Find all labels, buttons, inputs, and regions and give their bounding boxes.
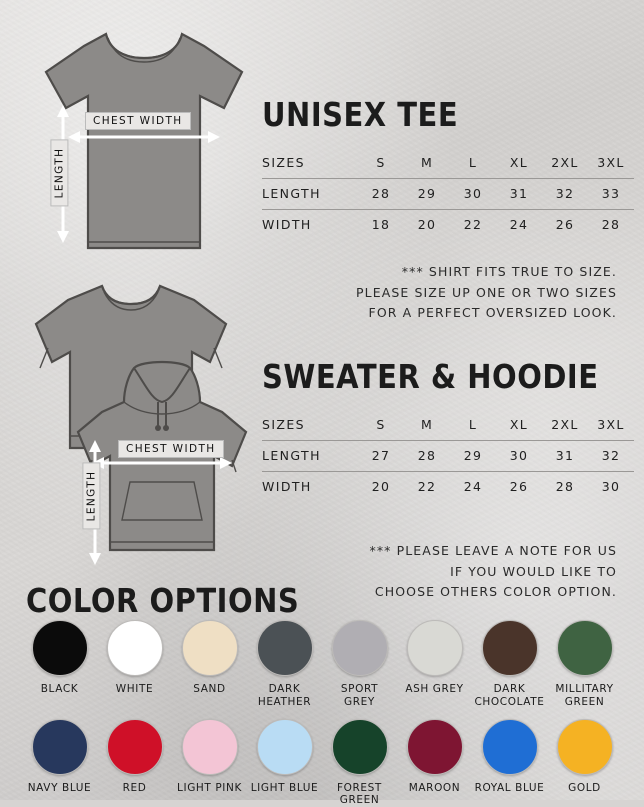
col-2xl: 2XL: [551, 155, 579, 170]
swatch-label: FOREST GREEN: [337, 781, 382, 807]
cell-width-2xl: 28: [555, 479, 575, 494]
swatch-dot: [407, 719, 463, 775]
col-2xl: 2XL: [551, 417, 579, 432]
color-swatch-black[interactable]: [22, 620, 97, 709]
swatch-label: LIGHT PINK: [177, 781, 242, 794]
swatch-dot: [482, 719, 538, 775]
color-swatch-dark-heather[interactable]: [247, 620, 322, 709]
fit-note-line-3: FOR A PERFECT OVERSIZED LOOK.: [368, 305, 617, 321]
swatch-label: SAND: [193, 683, 226, 695]
cell-length-s: 27: [371, 448, 391, 463]
swatch-dot: [107, 620, 163, 676]
color-swatch-navy-blue[interactable]: [22, 719, 97, 807]
unisex-tee-table: [262, 148, 634, 240]
cell-width-l: 24: [463, 479, 483, 494]
tee-length-label: LENGTH: [50, 140, 68, 207]
table-row: [262, 179, 634, 210]
sweater-hoodie-title: SWEATER & HOODIE: [262, 357, 599, 396]
color-swatch-red[interactable]: [97, 719, 172, 807]
color-swatch-grid: [22, 620, 622, 807]
color-swatch-ash-grey[interactable]: [397, 620, 472, 709]
unisex-tee-section: [262, 95, 634, 240]
swatch-label: GOLD: [568, 781, 601, 794]
unisex-tee-title: UNISEX TEE: [262, 95, 459, 134]
color-swatch-gold[interactable]: [547, 719, 622, 807]
color-swatch-light-blue[interactable]: [247, 719, 322, 807]
swatch-dot: [257, 719, 313, 775]
col-sizes: SIZES: [262, 417, 306, 432]
custom-note-line-2: IF YOU WOULD LIKE TO: [450, 563, 617, 579]
fit-note-line-2: PLEASE SIZE UP ONE OR TWO SIZES: [356, 284, 617, 300]
row-label-length: LENGTH: [262, 448, 321, 463]
col-3xl: 3XL: [597, 417, 625, 432]
col-xl: XL: [509, 417, 529, 432]
tee-chest-width-label: CHEST WIDTH: [85, 112, 191, 130]
hoodie-chest-width-label: CHEST WIDTH: [118, 440, 224, 458]
swatch-dot: [407, 620, 463, 676]
custom-color-note: [322, 541, 617, 603]
cell-length-3xl: 32: [601, 448, 621, 463]
col-l: L: [468, 155, 478, 170]
swatch-label: ROYAL BLUE: [474, 781, 545, 794]
swatch-dot: [557, 719, 613, 775]
swatch-label: ASH GREY: [405, 683, 464, 695]
cell-length-l: 30: [463, 186, 483, 201]
swatch-dot: [182, 719, 238, 775]
swatch-label: RED: [122, 781, 147, 794]
swatch-label: WHITE: [115, 683, 154, 695]
swatch-label: MAROON: [408, 781, 461, 794]
cell-length-l: 29: [463, 448, 483, 463]
swatch-dot: [557, 620, 613, 676]
col-l: L: [468, 417, 478, 432]
col-sizes: SIZES: [262, 155, 306, 170]
cell-length-m: 29: [417, 186, 437, 201]
color-swatch-sport-grey[interactable]: [322, 620, 397, 709]
swatch-dot: [32, 620, 88, 676]
color-swatch-royal-blue[interactable]: [472, 719, 547, 807]
cell-width-3xl: 30: [601, 479, 621, 494]
table-row: [262, 210, 634, 241]
table-header-row: [262, 410, 634, 440]
col-m: M: [420, 417, 434, 432]
swatch-dot: [332, 719, 388, 775]
cell-width-2xl: 26: [555, 217, 575, 232]
row-label-width: WIDTH: [262, 217, 312, 232]
cell-width-xl: 24: [509, 217, 529, 232]
fit-note-line-1: *** SHIRT FITS TRUE TO SIZE.: [401, 264, 617, 279]
custom-note-line-1: *** PLEASE LEAVE A NOTE FOR US: [369, 543, 617, 558]
swatch-dot: [182, 620, 238, 676]
swatch-dot: [332, 620, 388, 676]
swatch-label: DARK CHOCOLATE: [474, 683, 545, 708]
cell-length-xl: 31: [509, 186, 529, 201]
cell-width-s: 18: [371, 217, 391, 232]
fit-note: [322, 262, 617, 324]
cell-length-s: 28: [371, 186, 391, 201]
swatch-label: LIGHT BLUE: [250, 781, 319, 794]
color-swatch-forest-green[interactable]: [322, 719, 397, 807]
row-label-width: WIDTH: [262, 479, 312, 494]
swatch-dot: [257, 620, 313, 676]
col-s: S: [376, 417, 386, 432]
cell-width-m: 20: [417, 217, 437, 232]
cell-width-xl: 26: [509, 479, 529, 494]
col-s: S: [376, 155, 386, 170]
color-swatch-sand[interactable]: [172, 620, 247, 709]
cell-length-m: 28: [417, 448, 437, 463]
color-swatch-maroon[interactable]: [397, 719, 472, 807]
cell-width-s: 20: [371, 479, 391, 494]
swatch-dot: [32, 719, 88, 775]
col-3xl: 3XL: [597, 155, 625, 170]
hoodie-length-label: LENGTH: [82, 463, 100, 530]
cell-length-xl: 30: [509, 448, 529, 463]
swatch-label: DARK HEATHER: [257, 683, 312, 708]
sweater-hoodie-table: [262, 410, 634, 502]
table-header-row: [262, 148, 634, 178]
cell-width-l: 22: [463, 217, 483, 232]
swatch-label: NAVY BLUE: [27, 781, 92, 794]
sweater-hoodie-section: [262, 357, 634, 502]
table-row: [262, 441, 634, 472]
color-options-title: COLOR OPTIONS: [26, 581, 300, 620]
color-swatch-millitary-green[interactable]: [547, 620, 622, 709]
cell-length-2xl: 31: [555, 448, 575, 463]
swatch-label: SPORT GREY: [340, 683, 379, 708]
color-swatch-dark-chocolate[interactable]: [472, 620, 547, 709]
cell-length-3xl: 33: [601, 186, 621, 201]
color-swatch-light-pink[interactable]: [172, 719, 247, 807]
swatch-dot: [482, 620, 538, 676]
cell-width-3xl: 28: [601, 217, 621, 232]
col-m: M: [420, 155, 434, 170]
row-label-length: LENGTH: [262, 186, 321, 201]
cell-width-m: 22: [417, 479, 437, 494]
col-xl: XL: [509, 155, 529, 170]
color-swatch-white[interactable]: [97, 620, 172, 709]
custom-note-line-3: CHOOSE OTHERS COLOR OPTION.: [374, 584, 617, 600]
swatch-label: BLACK: [40, 683, 79, 695]
table-row: [262, 472, 634, 503]
cell-length-2xl: 32: [555, 186, 575, 201]
swatch-label: MILLITARY GREEN: [555, 683, 614, 708]
swatch-dot: [107, 719, 163, 775]
